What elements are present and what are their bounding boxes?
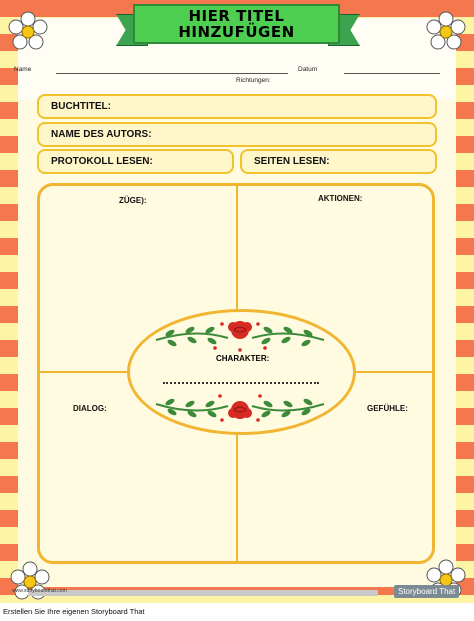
- traits-label: ZÜGE):: [119, 196, 147, 205]
- pages-read-field[interactable]: SEITEN LESEN:: [240, 149, 437, 174]
- daisy-top-left-icon: [6, 10, 50, 54]
- title-banner[interactable]: [133, 4, 340, 44]
- book-title-field[interactable]: BUCHTITEL:: [37, 94, 437, 119]
- url-bar: [28, 590, 378, 596]
- title-line-2: HINZUFÜGEN: [178, 23, 295, 41]
- name-line[interactable]: [56, 73, 288, 74]
- daisy-bottom-left-icon: [8, 560, 52, 604]
- footer-credit[interactable]: Erstellen Sie Ihre eigenen Storyboard That: [3, 607, 145, 616]
- date-label: Datum: [298, 66, 318, 73]
- name-label: Name: [14, 66, 32, 73]
- author-field[interactable]: NAME DES AUTORS:: [37, 122, 437, 147]
- storyboard-logo[interactable]: Storyboard That: [394, 585, 459, 598]
- character-label: CHARAKTER:: [216, 354, 270, 363]
- bottom-rose-garland: [150, 388, 330, 428]
- directions-label: Richtungen:: [236, 77, 271, 84]
- character-name-line[interactable]: [163, 382, 319, 384]
- read-log-field[interactable]: PROTOKOLL LESEN:: [37, 149, 234, 174]
- top-rose-garland: [150, 318, 330, 358]
- site-url[interactable]: www.storyboardthat.com: [12, 588, 67, 594]
- actions-label: AKTIONEN:: [318, 194, 363, 203]
- feelings-label: GEFÜHLE:: [367, 404, 408, 413]
- title-line-1: HIER TITEL: [188, 7, 285, 25]
- dialog-label: DIALOG:: [73, 404, 107, 413]
- daisy-top-right-icon: [424, 10, 468, 54]
- date-line[interactable]: [344, 73, 440, 74]
